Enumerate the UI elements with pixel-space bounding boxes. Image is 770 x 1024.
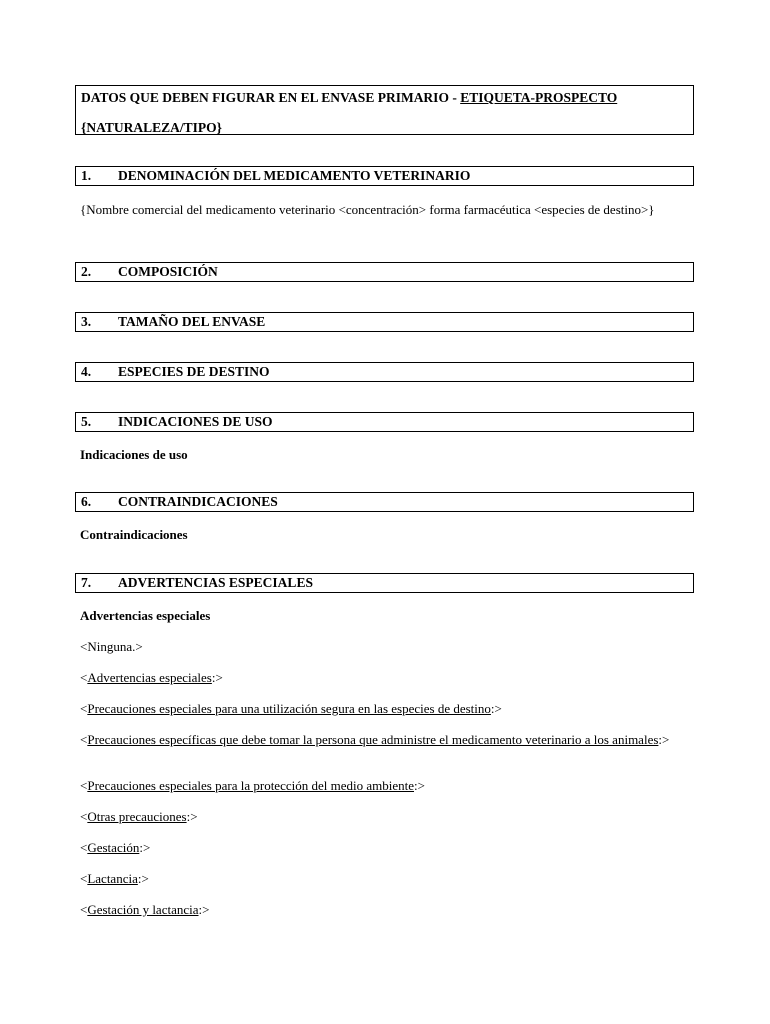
section-title: ESPECIES DE DESTINO [118,364,270,379]
list-item: <Lactancia:> [80,871,149,886]
section-1-heading [75,166,694,186]
list-item: <Otras precauciones:> [80,809,198,824]
item-heading: Precauciones específicas que debe tomar la persona que administre el medicamento veterinario a los animales [87,732,659,747]
list-item: <Advertencias especiales:> [80,670,223,685]
section-title: CONTRAINDICACIONES [118,494,278,509]
section-5-heading [75,412,694,432]
item-heading: Lactancia [87,871,138,886]
list-item: <Gestación y lactancia:> [80,902,210,917]
list-item: <Precauciones especiales para la protección del medio ambiente:> [80,778,425,793]
item-heading: Advertencias especiales [87,670,212,685]
item-heading: Gestación [87,840,140,855]
list-item: <Precauciones especiales para una utilización segura en las especies de destino:> [80,701,502,716]
section-number: 4. [81,364,92,379]
section-title: INDICACIONES DE USO [118,414,273,429]
section-number: 5. [81,414,92,429]
item-heading: Precauciones especiales para una utilización segura en las especies de destino [87,701,491,716]
title-prefix: DATOS QUE DEBEN FIGURAR EN EL ENVASE PRIMARIO - [81,90,461,105]
contraindications-label: Contraindicaciones [80,527,188,542]
section-number: 2. [81,264,92,279]
item-heading: Otras precauciones [87,809,187,824]
item-heading: Gestación y lactancia [87,902,199,917]
title-underlined: ETIQUETA-PROSPECTO [460,90,618,105]
section-number: 1. [81,168,92,183]
document-subtitle: {NATURALEZA/TIPO} [81,120,222,135]
item-heading: Precauciones especiales para la protección del medio ambiente [87,778,415,793]
section-4-heading [75,362,694,382]
product-name-placeholder: {Nombre comercial del medicamento veterinario <concentración> forma farmacéutica <especies de destino>} [80,202,655,217]
list-item: <Precauciones específicas que debe tomar la persona que administre el medicamento veterinario a los animales:> [80,732,670,747]
section-title: COMPOSICIÓN [118,264,218,279]
list-item: <Gestación:> [80,840,151,855]
section-title: ADVERTENCIAS ESPECIALES [118,575,313,590]
section-number: 7. [81,575,92,590]
section-number: 3. [81,314,92,329]
section-6-heading [75,492,694,512]
none-placeholder: <Ninguna.> [80,639,143,654]
section-2-heading [75,262,694,282]
section-title: TAMAÑO DEL ENVASE [118,314,266,329]
section-3-heading [75,312,694,332]
section-7-heading [75,573,694,593]
section-title: DENOMINACIÓN DEL MEDICAMENTO VETERINARIO [118,168,471,183]
document-header-box [75,85,694,135]
special-warnings-label: Advertencias especiales [80,608,211,623]
indications-label: Indicaciones de uso [80,447,188,462]
section-number: 6. [81,494,92,509]
document-title [81,90,617,106]
